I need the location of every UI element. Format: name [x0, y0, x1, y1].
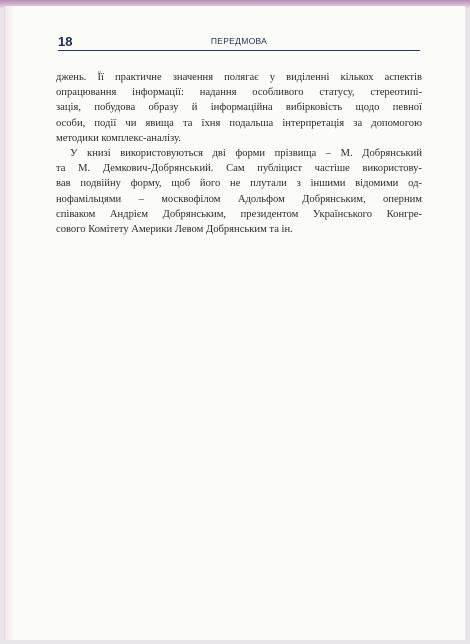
- text-line: джень. Її практичне значення полягає у виділенні кількох аспектів: [56, 72, 422, 83]
- text-line: особи, події чи явища та їхня подальша інтерпретація за допомогою: [56, 117, 422, 129]
- text-line: співаком Андрієм Добрянським, президентом Українського Конгре-: [56, 208, 422, 220]
- body-text: [56, 70, 422, 237]
- text-line: методики комплекс-аналізу.: [56, 132, 181, 144]
- text-line: та М. Демкович-Добрянський. Сам публіцист частіше використову-: [56, 163, 422, 175]
- paragraph-2: [56, 146, 422, 237]
- section-title: ПЕРЕДМОВА: [210, 36, 268, 46]
- text-line: зація, побудова образу й інформаційна вибірковість щодо певної: [56, 102, 422, 114]
- text-line: У книзі використовуються дві форми прізвища – М. Добрянський: [70, 148, 422, 160]
- paragraph-1: [56, 70, 422, 146]
- running-header: [58, 34, 420, 52]
- header-rule: [58, 50, 420, 51]
- text-line: вав подвійну форму, щоб його не плутали з іншими відомими од-: [56, 178, 422, 190]
- page-gutter-shadow: [5, 6, 15, 640]
- text-line: сового Комітету Америки Левом Добрянським та ін.: [56, 224, 293, 236]
- text-line: нофамільцями – москвофілом Адольфом Добрянським, оперним: [56, 193, 422, 205]
- page-number: 18: [58, 34, 73, 49]
- text-line: опрацювання інформації: надання особливого статусу, стереотипі-: [56, 87, 422, 99]
